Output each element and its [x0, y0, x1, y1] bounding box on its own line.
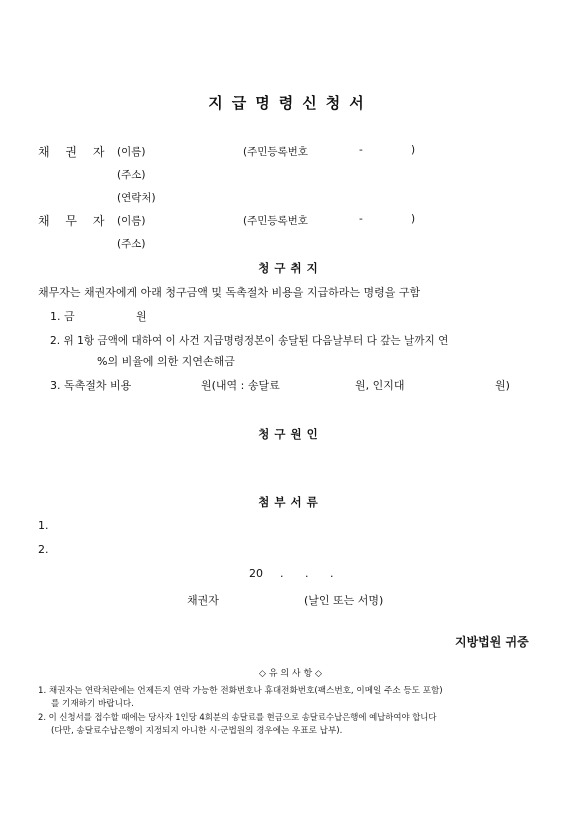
- claim-item3-breakdown-2: 원, 인지대: [355, 379, 405, 392]
- notes-item1-line2: 를 기재하기 바랍니다.: [51, 699, 134, 709]
- creditor-rrn-dash: -: [359, 144, 363, 156]
- debtor-rrn-dash: -: [359, 213, 363, 225]
- claim-purpose-heading: 청구취지: [258, 261, 323, 275]
- date-sep-1: .: [280, 567, 284, 580]
- notes-heading: ◇ 유 의 사 항 ◇: [259, 669, 322, 679]
- claim-item3-label: 3. 독촉절차 비용: [50, 379, 132, 392]
- creditor-rrn-close: ): [411, 144, 416, 156]
- notes-item2-line2: (다만, 송달료수납은행이 지정되지 아니한 시·군법원의 경우에는 우표로 납부).: [51, 726, 343, 736]
- creditor-label: 채 권 자: [38, 145, 111, 159]
- attachment-item-1: 1.: [38, 519, 49, 532]
- claim-item2-line1: 2. 위 1항 금액에 대하여 이 사건 지급명령정본이 송달된 다음날부터 다 갚는 날까지 연: [50, 335, 449, 347]
- court-name: 지방법원 귀중: [455, 635, 529, 649]
- claim-cause-heading: 청구원인: [258, 427, 323, 441]
- claim-purpose-intro: 채무자는 채권자에게 아래 청구금액 및 독촉절차 비용을 지급하라는 명령을 구함: [38, 286, 421, 299]
- date-sep-3: .: [330, 567, 334, 580]
- debtor-rrn-label: (주민등록번호: [243, 215, 308, 227]
- claim-item3-breakdown-3: 원): [495, 379, 510, 392]
- notes-item2-line1: 2. 이 신청서를 접수할 때에는 당사자 1인당 4회분의 송달료를 현금으로 송달료수납은행에 예납하여야 합니다: [38, 712, 437, 722]
- creditor-contact-label: (연락처): [117, 192, 156, 204]
- signature-label: 채권자: [187, 594, 219, 607]
- claim-item2-line2: %의 비율에 의한 지연손해금: [97, 355, 235, 368]
- signature-note: (날인 또는 서명): [304, 594, 384, 607]
- notes-item1-line1: 1. 채권자는 연락처란에는 언제든지 연락 가능한 전화번호나 휴대전화번호(팩스번호, 이메일 주소 등도 포함): [38, 686, 443, 696]
- creditor-address-label: (주소): [117, 169, 146, 181]
- debtor-label: 채 무 자: [38, 214, 111, 228]
- attachments-heading: 첨부서류: [258, 495, 323, 509]
- claim-item3-breakdown: 원(내역 : 송달료: [201, 379, 280, 392]
- debtor-address-label: (주소): [117, 238, 146, 250]
- date-sep-2: .: [305, 567, 309, 580]
- date-year: 20: [249, 567, 263, 580]
- claim-item1-label: 1. 금: [50, 310, 75, 323]
- debtor-name-label: (이름): [117, 215, 146, 227]
- claim-item1-unit: 원: [136, 310, 147, 323]
- attachment-item-2: 2.: [38, 543, 49, 556]
- creditor-name-label: (이름): [117, 146, 146, 158]
- page-title: 지급명령신청서: [208, 94, 373, 112]
- debtor-rrn-close: ): [411, 213, 416, 225]
- creditor-rrn-label: (주민등록번호: [243, 146, 308, 158]
